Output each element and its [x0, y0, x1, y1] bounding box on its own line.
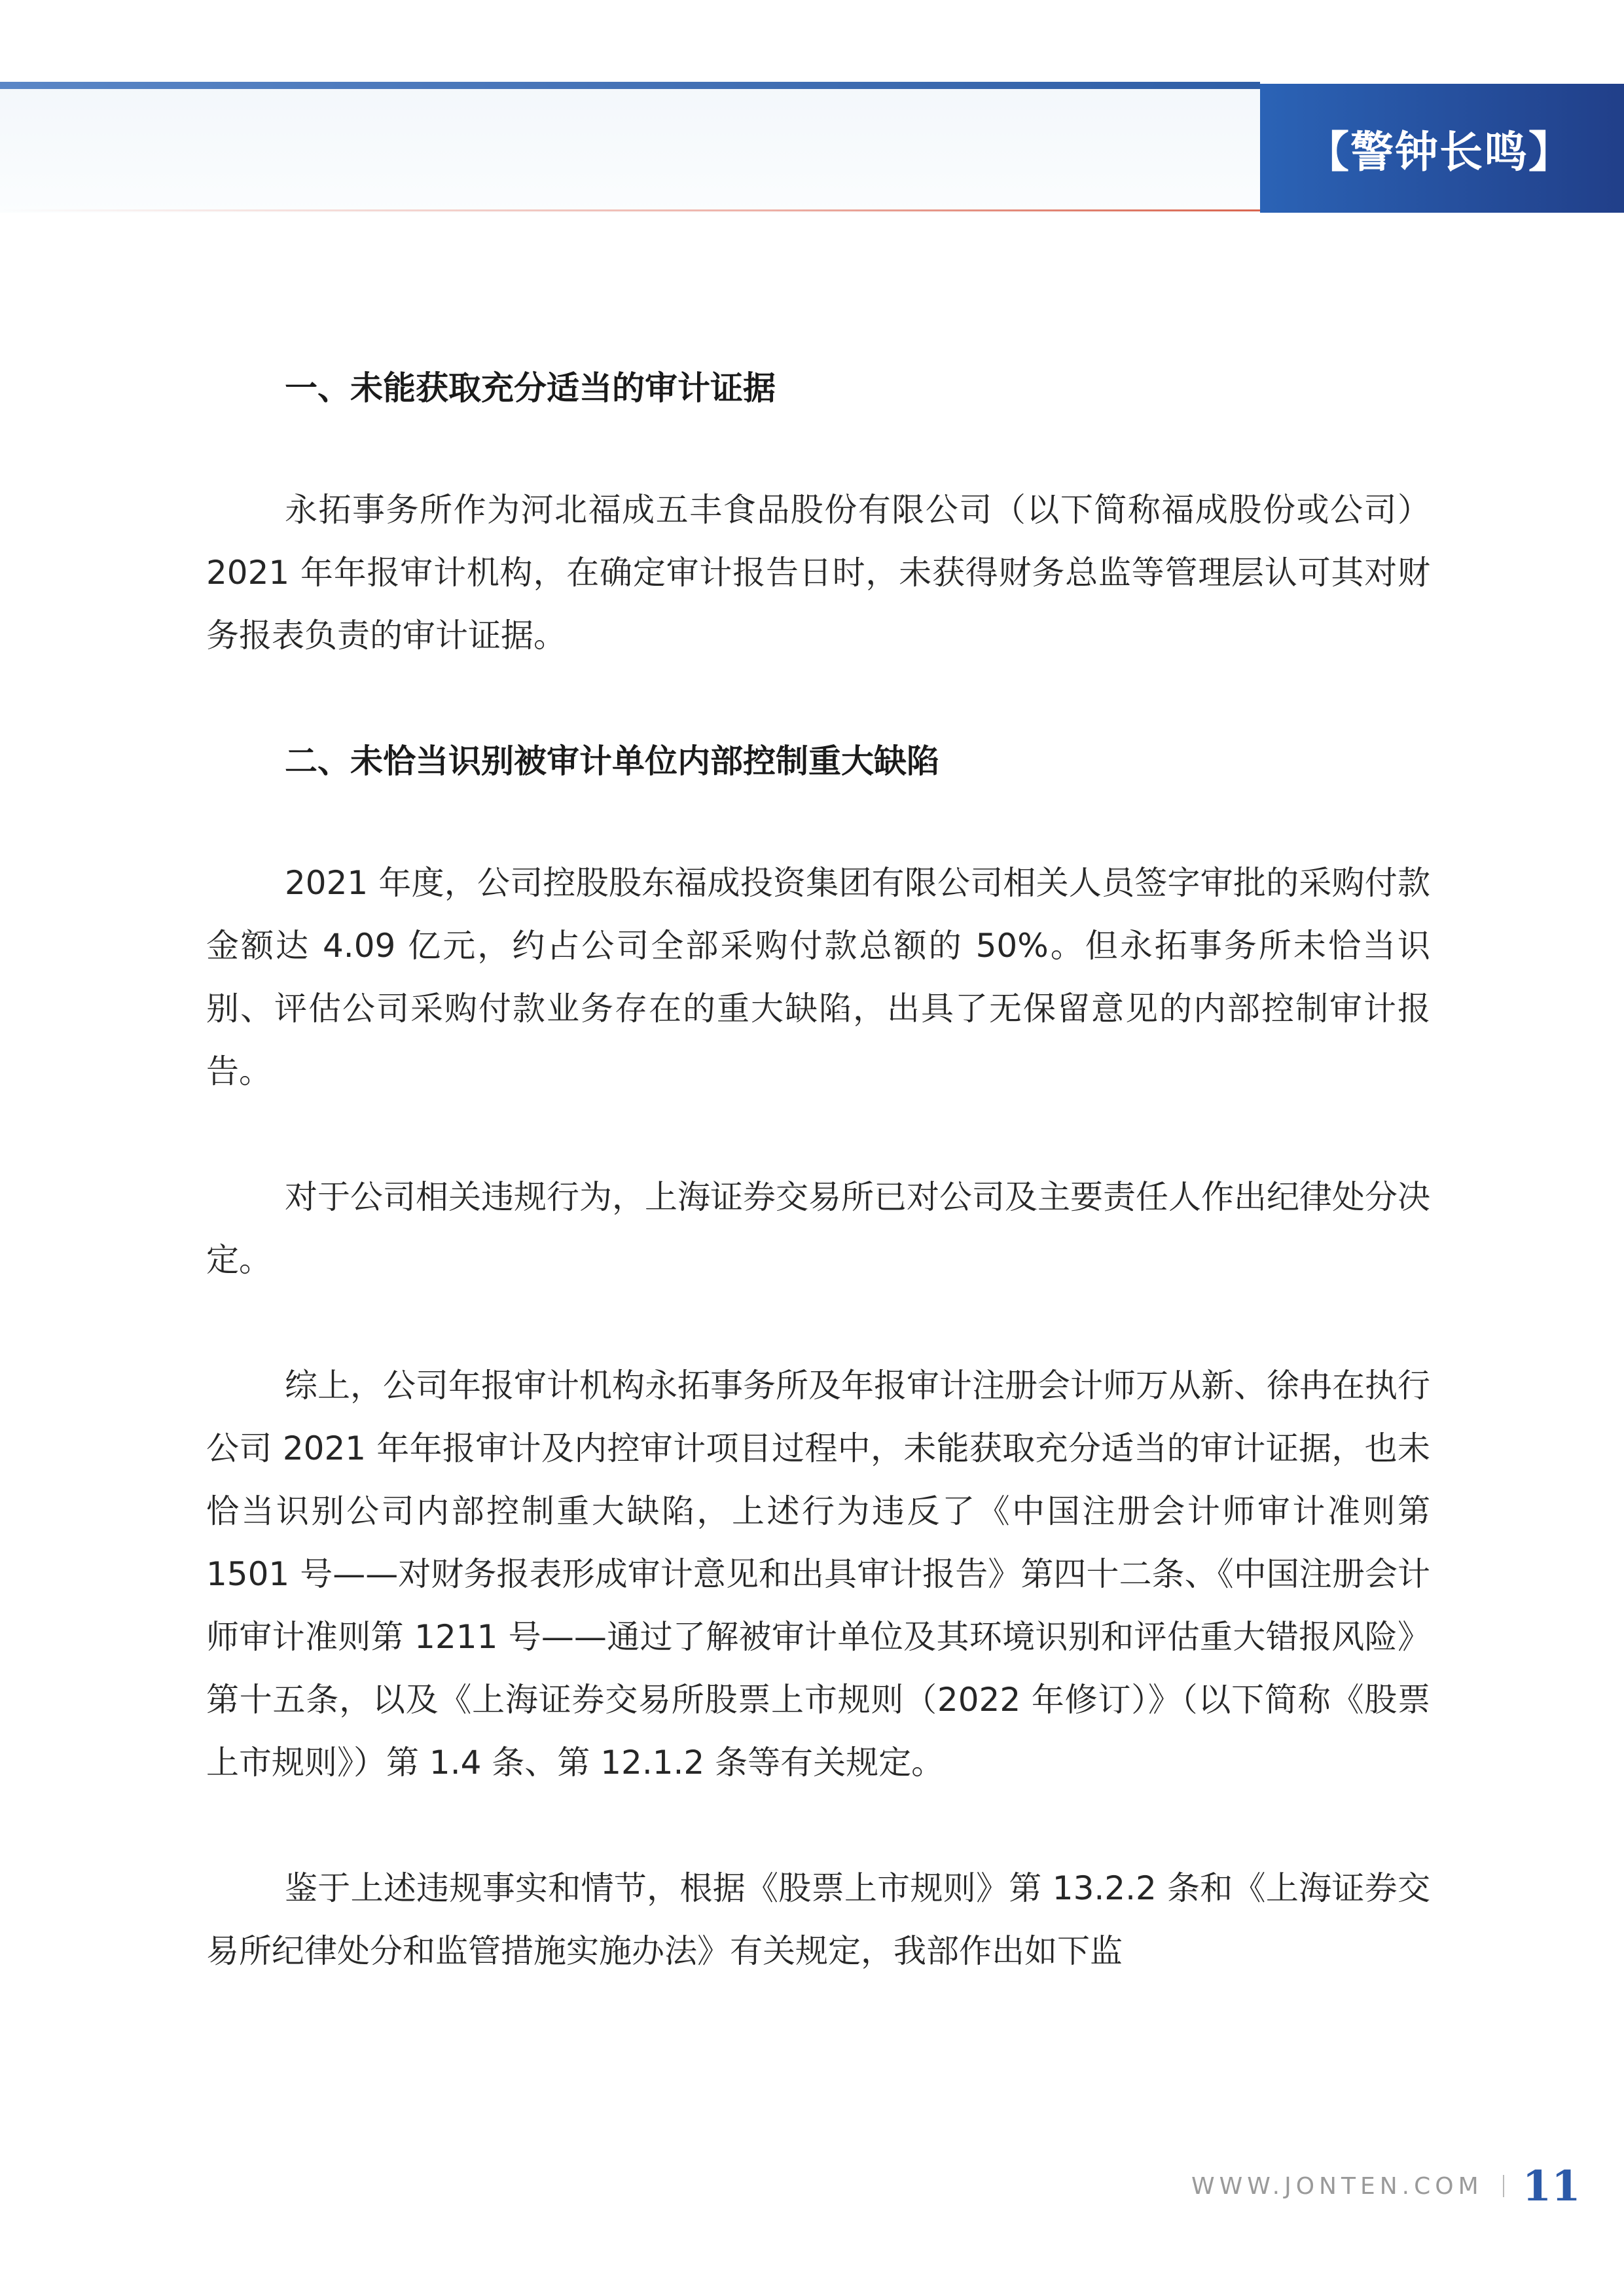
- footer-divider: [1503, 2175, 1504, 2197]
- paragraph: 鉴于上述违规事实和情节，根据《股票上市规则》第 13.2.2 条和《上海证券交易所纪律处分和监管措施实施办法》有关规定，我部作出如下监: [206, 1869, 1430, 1970]
- page-footer: [1191, 2160, 1581, 2212]
- paragraph: 永拓事务所作为河北福成五丰食品股份有限公司（以下简称福成股份或公司）2021 年年报审计机构，在确定审计报告日时，未获得财务总监等管理层认可其对财务报表负责的审计证据。: [206, 491, 1430, 655]
- page-number: 11: [1522, 2161, 1581, 2211]
- header-red-underline: [0, 209, 1260, 211]
- header-band: [0, 82, 1260, 213]
- section-tag: [1260, 84, 1624, 213]
- paragraph: 综上，公司年报审计机构永拓事务所及年报审计注册会计师万从新、徐冉在执行公司 2021 年年报审计及内控审计项目过程中，未能获取充分适当的审计证据，也未恰当识别公司内部控制重大缺陷，上述行为违反了《中国注册会计师审计准则第 1501 号——对财务报表形成审计意见和出具审计报告》第四十二条、《中国注册会计师审计准则第 1211 号——通过了解被审计单位及其环境识别和评估重大错报风险》第十五条，以及《上海证券交易所股票上市规则（2022 年修订）》（以下简称《股票上市规则》）第 1.4 条、第 12.1.2 条等有关规定。: [206, 1367, 1430, 1782]
- paragraph: 对于公司相关违规行为，上海证券交易所已对公司及主要责任人作出纪律处分决定。: [206, 1178, 1430, 1279]
- article-body: [206, 357, 1430, 1982]
- header-accent-line: [0, 82, 1260, 89]
- section-heading: 一、未能获取充分适当的审计证据: [285, 369, 776, 407]
- paragraph: 2021 年度，公司控股股东福成投资集团有限公司相关人员签字审批的采购付款金额达 4.09 亿元，约占公司全部采购付款总额的 50%。但永拓事务所未恰当识别、评估公司采购付款业务存在的重大缺陷，出具了无保留意见的内部控制审计报告。: [206, 864, 1430, 1090]
- website-url[interactable]: WWW.JONTEN.COM: [1191, 2172, 1483, 2200]
- section-tag-label: 【警钟长鸣】: [1306, 126, 1573, 177]
- section-heading: 二、未恰当识别被审计单位内部控制重大缺陷: [285, 742, 939, 780]
